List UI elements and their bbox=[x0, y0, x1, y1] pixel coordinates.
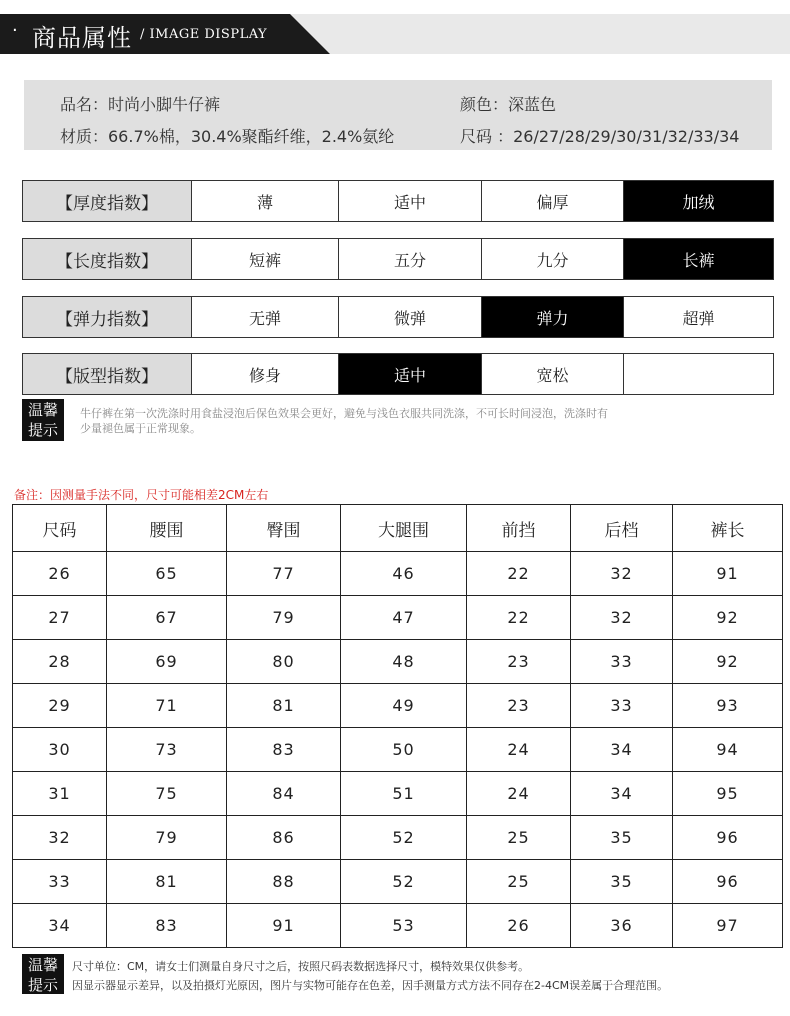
attribute-index-option: 修身 bbox=[192, 354, 339, 394]
size-table-cell: 96 bbox=[673, 860, 783, 904]
size-table-cell: 30 bbox=[13, 728, 107, 772]
table-row bbox=[13, 816, 783, 860]
attribute-index-option: 适中 bbox=[339, 354, 482, 394]
size-table-cell: 22 bbox=[467, 596, 571, 640]
attribute-index-row bbox=[22, 180, 774, 222]
size-table-cell: 52 bbox=[341, 816, 467, 860]
attribute-index-option bbox=[624, 354, 773, 394]
size-table-cell: 33 bbox=[13, 860, 107, 904]
size-table-cell: 71 bbox=[107, 684, 227, 728]
size-table-cell: 26 bbox=[13, 552, 107, 596]
attribute-index-row bbox=[22, 238, 774, 280]
size-table-cell: 25 bbox=[467, 816, 571, 860]
banner-title: 商品属性 bbox=[32, 24, 132, 52]
size-table-cell: 81 bbox=[107, 860, 227, 904]
size-table-header-cell: 腰围 bbox=[107, 505, 227, 552]
size-table-cell: 32 bbox=[571, 596, 673, 640]
table-row bbox=[13, 684, 783, 728]
size-table-cell: 93 bbox=[673, 684, 783, 728]
size-chart-table bbox=[12, 504, 783, 948]
size-table-header bbox=[13, 505, 783, 552]
attribute-index-option: 弹力 bbox=[482, 297, 624, 337]
size-table-cell: 46 bbox=[341, 552, 467, 596]
size-table-cell: 23 bbox=[467, 684, 571, 728]
size-table-cell: 75 bbox=[107, 772, 227, 816]
size-table-cell: 47 bbox=[341, 596, 467, 640]
size-table-cell: 79 bbox=[107, 816, 227, 860]
attribute-index-option: 无弹 bbox=[192, 297, 339, 337]
size-table-cell: 24 bbox=[467, 728, 571, 772]
size-table-cell: 23 bbox=[467, 640, 571, 684]
size-table-cell: 67 bbox=[107, 596, 227, 640]
size-table-cell: 24 bbox=[467, 772, 571, 816]
attribute-index-option: 微弹 bbox=[339, 297, 482, 337]
table-row bbox=[13, 772, 783, 816]
size-table-cell: 26 bbox=[467, 904, 571, 948]
product-sizes: 尺码 ：26/27/28/29/30/31/32/33/34 bbox=[460, 127, 740, 146]
table-row bbox=[13, 552, 783, 596]
size-table-cell: 86 bbox=[227, 816, 341, 860]
size-table-cell: 31 bbox=[13, 772, 107, 816]
size-table-cell: 28 bbox=[13, 640, 107, 684]
size-table-cell: 48 bbox=[341, 640, 467, 684]
size-table-cell: 79 bbox=[227, 596, 341, 640]
size-table-cell: 65 bbox=[107, 552, 227, 596]
tip-badge-care bbox=[22, 399, 64, 441]
size-table-cell: 91 bbox=[227, 904, 341, 948]
size-table-cell: 33 bbox=[571, 640, 673, 684]
attribute-index-row bbox=[22, 296, 774, 338]
banner-dot: · bbox=[12, 20, 18, 41]
table-row bbox=[13, 860, 783, 904]
product-name: 品名：时尚小脚牛仔裤 bbox=[60, 95, 221, 114]
size-table-cell: 29 bbox=[13, 684, 107, 728]
size-table-body bbox=[13, 552, 783, 948]
size-table-cell: 51 bbox=[341, 772, 467, 816]
attribute-index-option: 加绒 bbox=[624, 181, 773, 221]
size-table-cell: 92 bbox=[673, 640, 783, 684]
size-table-cell: 84 bbox=[227, 772, 341, 816]
size-table-cell: 49 bbox=[341, 684, 467, 728]
care-tip-text bbox=[80, 406, 608, 436]
attribute-index-option: 五分 bbox=[339, 239, 482, 279]
size-table-header-cell: 臀围 bbox=[227, 505, 341, 552]
size-table-cell: 32 bbox=[571, 552, 673, 596]
table-row bbox=[13, 904, 783, 948]
tip-badge-line: 提示 bbox=[27, 976, 58, 994]
attribute-index-label: 【长度指数】 bbox=[23, 239, 192, 279]
attribute-index-option: 九分 bbox=[482, 239, 624, 279]
attribute-index-label: 【版型指数】 bbox=[23, 354, 192, 394]
size-table-cell: 94 bbox=[673, 728, 783, 772]
tip-badge-line: 温馨 bbox=[27, 956, 58, 974]
care-tip-line: 少量褪色属于正常现象。 bbox=[80, 422, 201, 435]
size-table-cell: 52 bbox=[341, 860, 467, 904]
size-table-cell: 96 bbox=[673, 816, 783, 860]
product-info-box bbox=[24, 80, 772, 150]
size-table-cell: 95 bbox=[673, 772, 783, 816]
section-banner bbox=[0, 14, 790, 54]
size-table-cell: 50 bbox=[341, 728, 467, 772]
size-table-header-cell: 裤长 bbox=[673, 505, 783, 552]
size-table-cell: 77 bbox=[227, 552, 341, 596]
attribute-index-option: 短裤 bbox=[192, 239, 339, 279]
table-row bbox=[13, 596, 783, 640]
measurement-note: 备注：因测量手法不同，尺寸可能相差2CM左右 bbox=[14, 488, 269, 502]
size-table-cell: 27 bbox=[13, 596, 107, 640]
attribute-index-option: 偏厚 bbox=[482, 181, 624, 221]
size-table-cell: 33 bbox=[571, 684, 673, 728]
size-table-cell: 91 bbox=[673, 552, 783, 596]
care-tip-line: 牛仔裤在第一次洗涤时用食盐浸泡后保色效果会更好，避免与浅色衣服共同洗涤，不可长时间浸泡，洗涤时有 bbox=[80, 407, 608, 420]
size-table-cell: 83 bbox=[227, 728, 341, 772]
size-table-cell: 34 bbox=[13, 904, 107, 948]
size-table-cell: 73 bbox=[107, 728, 227, 772]
attribute-index-option: 适中 bbox=[339, 181, 482, 221]
size-table-cell: 25 bbox=[467, 860, 571, 904]
tip-badge-line: 提示 bbox=[27, 421, 58, 439]
attribute-index-row bbox=[22, 353, 774, 395]
product-color: 颜色：深蓝色 bbox=[460, 95, 557, 114]
size-tip-line: 尺寸单位：CM，请女士们测量自身尺寸之后，按照尺码表数据选择尺寸，模特效果仅供参考。 bbox=[72, 960, 530, 973]
size-table-cell: 92 bbox=[673, 596, 783, 640]
size-table-cell: 34 bbox=[571, 772, 673, 816]
attribute-index-option: 薄 bbox=[192, 181, 339, 221]
size-tip-line: 因显示器显示差异，以及拍摄灯光原因，图片与实物可能存在色差，因手测量方式方法不同存在2-4CM误差属于合理范围。 bbox=[72, 979, 669, 992]
size-table-cell: 88 bbox=[227, 860, 341, 904]
attribute-index-option: 宽松 bbox=[482, 354, 624, 394]
size-table-cell: 81 bbox=[227, 684, 341, 728]
size-table-header-cell: 大腿围 bbox=[341, 505, 467, 552]
size-table-cell: 35 bbox=[571, 860, 673, 904]
tip-badge-size bbox=[22, 954, 64, 994]
attribute-index-label: 【厚度指数】 bbox=[23, 181, 192, 221]
size-table-header-cell: 尺码 bbox=[13, 505, 107, 552]
size-table-cell: 35 bbox=[571, 816, 673, 860]
size-table-cell: 22 bbox=[467, 552, 571, 596]
size-table-cell: 53 bbox=[341, 904, 467, 948]
size-table-cell: 34 bbox=[571, 728, 673, 772]
size-table-cell: 83 bbox=[107, 904, 227, 948]
attribute-index-option: 长裤 bbox=[624, 239, 773, 279]
size-table-header-cell: 后档 bbox=[571, 505, 673, 552]
banner-subtitle: / IMAGE DISPLAY bbox=[140, 27, 268, 42]
size-table-cell: 36 bbox=[571, 904, 673, 948]
product-material: 材质：66.7%棉，30.4%聚酯纤维，2.4%氨纶 bbox=[60, 127, 395, 146]
size-table-cell: 69 bbox=[107, 640, 227, 684]
attribute-index-option: 超弹 bbox=[682, 308, 715, 328]
tip-badge-line: 温馨 bbox=[27, 401, 58, 419]
table-row bbox=[13, 640, 783, 684]
attribute-index-label: 【弹力指数】 bbox=[23, 297, 192, 337]
size-table-cell: 32 bbox=[13, 816, 107, 860]
size-table-header-cell: 前挡 bbox=[467, 505, 571, 552]
table-row bbox=[13, 728, 783, 772]
size-table-cell: 97 bbox=[673, 904, 783, 948]
size-table-cell: 80 bbox=[227, 640, 341, 684]
